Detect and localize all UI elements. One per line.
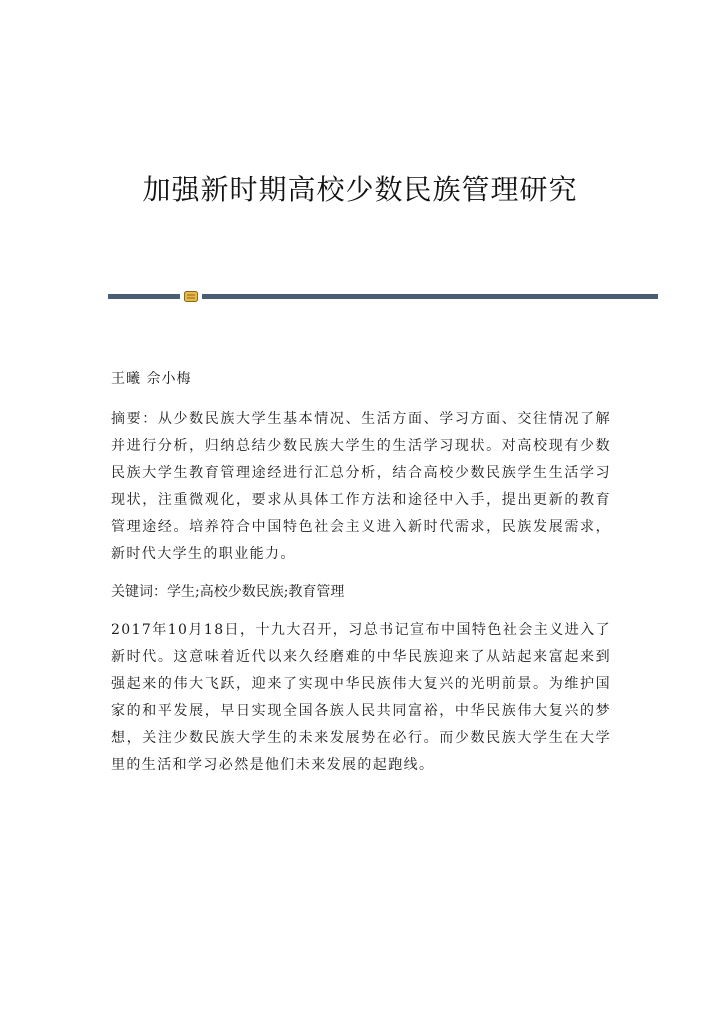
divider-bar-right (202, 294, 658, 299)
divider-bar-left (108, 294, 180, 299)
document-body (111, 366, 611, 790)
keywords-line: 关键词：学生;高校少数民族;教育管理 (111, 584, 345, 600)
title-divider (108, 291, 658, 301)
body-paragraph: 2017年10月18日，十九大召开，习总书记宣布中国特色社会主义进入了新时代。这意味着近代以来久经磨难的中华民族迎来了从站起来富起来到强起来的伟大飞跃，迎来了实现中华民族伟大复兴的光明前景。为维护国家的和平发展，早日实现全国各族人民共同富裕，中华民族伟大复兴的梦想，关注少数民族大学生的未来发展势在必行。而少数民族大学生在大学里的生活和学习必然是他们未来发展的起跑线。 (111, 622, 611, 773)
document-title: 加强新时期高校少数民族管理研究 (142, 173, 578, 206)
divider-ornament-icon (184, 291, 198, 302)
abstract-paragraph: 摘要：从少数民族大学生基本情况、生活方面、学习方面、交往情况了解并进行分析，归纳总结少数民族大学生的生活学习现状。对高校现有少数民族大学生教育管理途经进行汇总分析，结合高校少数民族学生生活学习现状，注重微观化，要求从具体工作方法和途径中入手，提出更新的教育管理途经。培养符合中国特色社会主义进入新时代需求，民族发展需求，新时代大学生的职业能力。 (111, 411, 611, 562)
authors-line: 王曦 佘小梅 (111, 371, 192, 387)
